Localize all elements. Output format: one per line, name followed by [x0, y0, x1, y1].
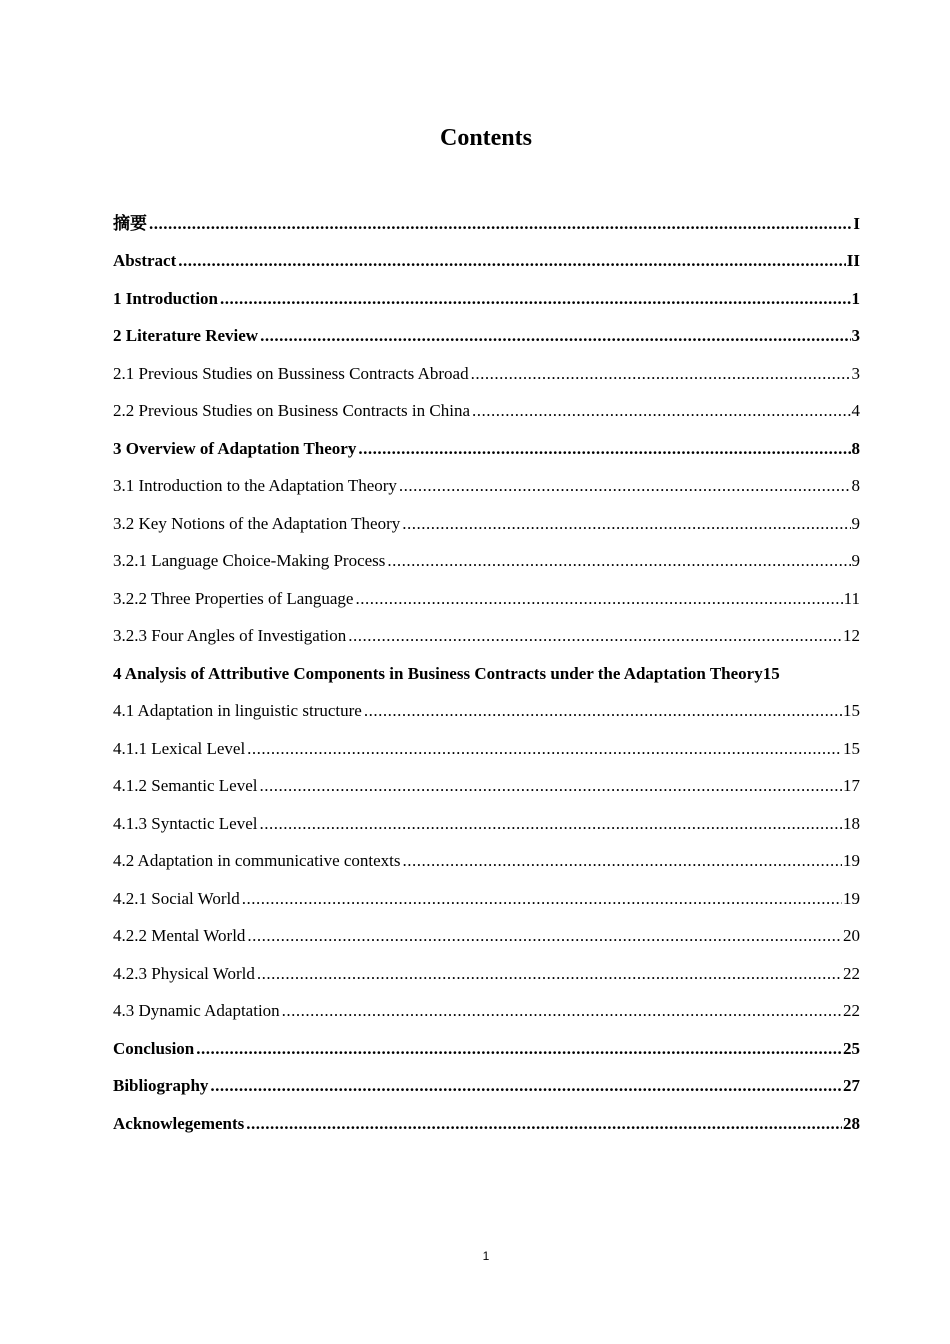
- dot-leader: [348, 625, 842, 653]
- toc-entry-label: 2.1 Previous Studies on Bussiness Contracts Abroad: [113, 363, 469, 383]
- dot-leader: [364, 700, 842, 728]
- toc-entry-page: II: [846, 251, 860, 270]
- toc-entry-3-2[interactable]: [113, 503, 860, 541]
- toc-entry-label: Acknowlegements: [113, 1113, 245, 1133]
- toc-entry-page: 20: [843, 926, 860, 945]
- toc-entry-page: 27: [843, 1076, 860, 1095]
- dot-leader: [259, 775, 842, 803]
- dot-leader: [178, 250, 846, 278]
- toc-entry-page: 3: [851, 363, 860, 383]
- toc-entry-page: 15: [843, 701, 860, 720]
- dot-leader: [399, 475, 851, 503]
- dot-leader: [402, 513, 850, 541]
- page-number: 1: [482, 1249, 490, 1263]
- toc-entry-page: 19: [843, 851, 860, 870]
- toc-entry-4-1[interactable]: [113, 691, 860, 729]
- toc-entry-adaptation-theory[interactable]: [113, 428, 860, 466]
- dot-leader: [242, 888, 842, 916]
- toc-entry-4-2-1[interactable]: [113, 878, 860, 916]
- toc-entry-label: 3.2 Key Notions of the Adaptation Theory: [113, 513, 401, 533]
- toc-entry-4-2-3[interactable]: [113, 953, 860, 991]
- toc-entry-analysis[interactable]: [113, 653, 860, 691]
- page-title: Contents: [439, 125, 532, 151]
- table-of-contents: [113, 203, 860, 1141]
- toc-entry-label: 4.1.2 Semantic Level: [113, 776, 258, 795]
- toc-entry-4-2-2[interactable]: [113, 916, 860, 954]
- toc-entry-3-2-3[interactable]: [113, 616, 860, 654]
- dot-leader: [210, 1075, 842, 1103]
- toc-entry-label: 4.2.1 Social World: [113, 888, 240, 908]
- toc-entry-page: 15: [843, 738, 860, 758]
- toc-entry-label: 4.1 Adaptation in linguistic structure: [113, 701, 362, 720]
- toc-entry-label: Abstract: [113, 251, 177, 270]
- dot-leader: [196, 1038, 842, 1066]
- toc-entry-page: 15: [762, 663, 780, 683]
- toc-entry-4-1-1[interactable]: [113, 728, 860, 766]
- toc-entry-page: 18: [843, 813, 860, 833]
- dot-leader: [387, 550, 850, 578]
- toc-entry-page: 4: [851, 401, 860, 420]
- toc-entry-acknowledgements[interactable]: [113, 1103, 860, 1141]
- dot-leader: [355, 588, 842, 616]
- toc-entry-3-2-2[interactable]: [113, 578, 860, 616]
- toc-entry-page: 17: [843, 776, 860, 795]
- toc-entry-label: 3.2.1 Language Choice-Making Process: [113, 551, 386, 570]
- toc-entry-page: 8: [851, 476, 860, 495]
- toc-entry-4-2[interactable]: [113, 841, 860, 879]
- toc-entry-page: 28: [843, 1113, 860, 1133]
- toc-entry-label: 2.2 Previous Studies on Business Contracts in China: [113, 401, 470, 420]
- toc-entry-page: 1: [851, 288, 860, 308]
- toc-entry-introduction[interactable]: [113, 278, 860, 316]
- toc-entry-4-3[interactable]: [113, 991, 860, 1029]
- toc-entry-2-2[interactable]: [113, 391, 860, 429]
- toc-entry-label: 4.2.3 Physical World: [113, 963, 255, 983]
- toc-entry-label: 摘要: [113, 213, 147, 233]
- dot-leader: [260, 325, 850, 353]
- toc-entry-label: 4.2 Adaptation in communicative contexts: [113, 851, 401, 870]
- toc-entry-page: 22: [843, 1001, 860, 1020]
- dot-leader: [259, 813, 842, 841]
- toc-entry-label: 3.2.3 Four Angles of Investigation: [113, 626, 347, 645]
- dot-leader: [257, 963, 842, 991]
- dot-leader: [358, 438, 850, 466]
- toc-entry-page: 11: [843, 588, 860, 608]
- toc-entry-label: 3.2.2 Three Properties of Language: [113, 588, 354, 608]
- toc-entry-literature-review[interactable]: [113, 316, 860, 354]
- toc-entry-page: 9: [851, 551, 860, 570]
- toc-entry-page: I: [853, 213, 860, 233]
- toc-entry-label: 4.3 Dynamic Adaptation: [113, 1001, 280, 1020]
- toc-entry-conclusion[interactable]: [113, 1028, 860, 1066]
- toc-entry-label: Bibliography: [113, 1076, 209, 1095]
- toc-entry-label: 4.1.1 Lexical Level: [113, 738, 246, 758]
- toc-entry-page: 8: [851, 438, 860, 458]
- toc-entry-page: 19: [843, 888, 860, 908]
- toc-entry-label: 3.1 Introduction to the Adaptation Theory: [113, 476, 397, 495]
- dot-leader: [247, 925, 842, 953]
- dot-leader: [471, 363, 851, 391]
- toc-entry-3-1[interactable]: [113, 466, 860, 504]
- dot-leader: [220, 288, 850, 316]
- toc-entry-page: 12: [843, 626, 860, 645]
- dot-leader: [247, 738, 842, 766]
- toc-entry-label: Conclusion: [113, 1038, 195, 1058]
- toc-entry-3-2-1[interactable]: [113, 541, 860, 579]
- toc-entry-2-1[interactable]: [113, 353, 860, 391]
- dot-leader: [246, 1113, 842, 1141]
- toc-entry-label: 4.2.2 Mental World: [113, 926, 246, 945]
- toc-entry-label: 4.1.3 Syntactic Level: [113, 813, 258, 833]
- toc-entry-page: 25: [843, 1038, 860, 1058]
- toc-entry-bibliography[interactable]: [113, 1066, 860, 1104]
- toc-entry-page: 9: [851, 513, 860, 533]
- dot-leader: [472, 400, 851, 428]
- toc-entry-label: 1 Introduction: [113, 288, 219, 308]
- toc-entry-4-1-3[interactable]: [113, 803, 860, 841]
- toc-entry-4-1-2[interactable]: [113, 766, 860, 804]
- toc-entry-label: 3 Overview of Adaptation Theory: [113, 438, 357, 458]
- dot-leader: [149, 213, 852, 241]
- toc-entry-label: 4 Analysis of Attributive Components in Business Contracts under the Adaptation Theory: [113, 663, 763, 683]
- dot-leader: [403, 850, 842, 878]
- toc-entry-page: 22: [843, 963, 860, 983]
- dot-leader: [282, 1000, 842, 1028]
- toc-entry-page: 3: [851, 326, 860, 345]
- toc-entry-label: 2 Literature Review: [113, 326, 259, 345]
- toc-entry-zhaiyao[interactable]: [113, 203, 860, 241]
- toc-entry-abstract[interactable]: [113, 241, 860, 279]
